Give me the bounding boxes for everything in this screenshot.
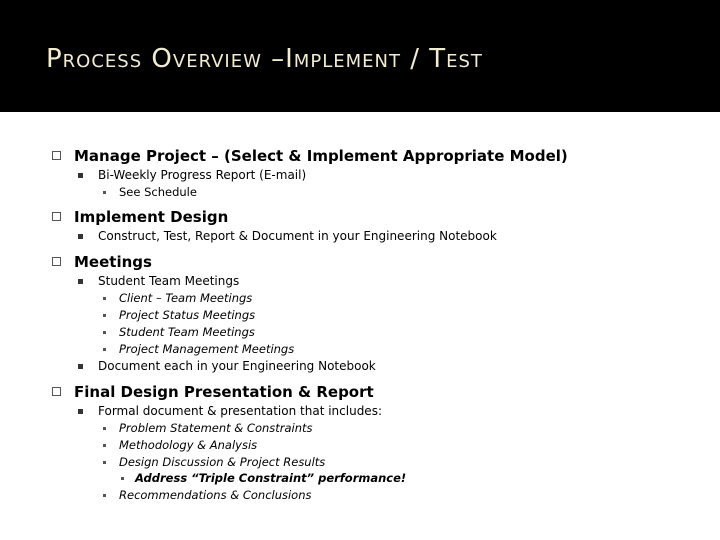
checkbox-bullet-icon — [52, 151, 61, 160]
checkbox-bullet-icon — [52, 212, 61, 221]
dot-bullet-icon — [103, 444, 106, 447]
square-bullet-icon — [78, 409, 83, 414]
dot-bullet-icon — [103, 494, 106, 497]
square-bullet-icon — [78, 279, 83, 284]
dot-bullet-icon — [103, 314, 106, 317]
dot-bullet-icon — [121, 477, 124, 480]
square-bullet-icon — [78, 364, 83, 369]
square-bullet-icon — [78, 234, 83, 239]
slide-title: Process Overview –Implement / Test — [46, 44, 483, 74]
dot-bullet-icon — [103, 427, 106, 430]
dot-bullet-icon — [103, 191, 106, 194]
dot-bullet-icon — [103, 297, 106, 300]
square-bullet-icon — [78, 173, 83, 178]
checkbox-bullet-icon — [52, 257, 61, 266]
checkbox-bullet-icon — [52, 387, 61, 396]
dot-bullet-icon — [103, 348, 106, 351]
dot-bullet-icon — [103, 331, 106, 334]
title-bar — [0, 0, 720, 112]
dot-bullet-icon — [103, 461, 106, 464]
